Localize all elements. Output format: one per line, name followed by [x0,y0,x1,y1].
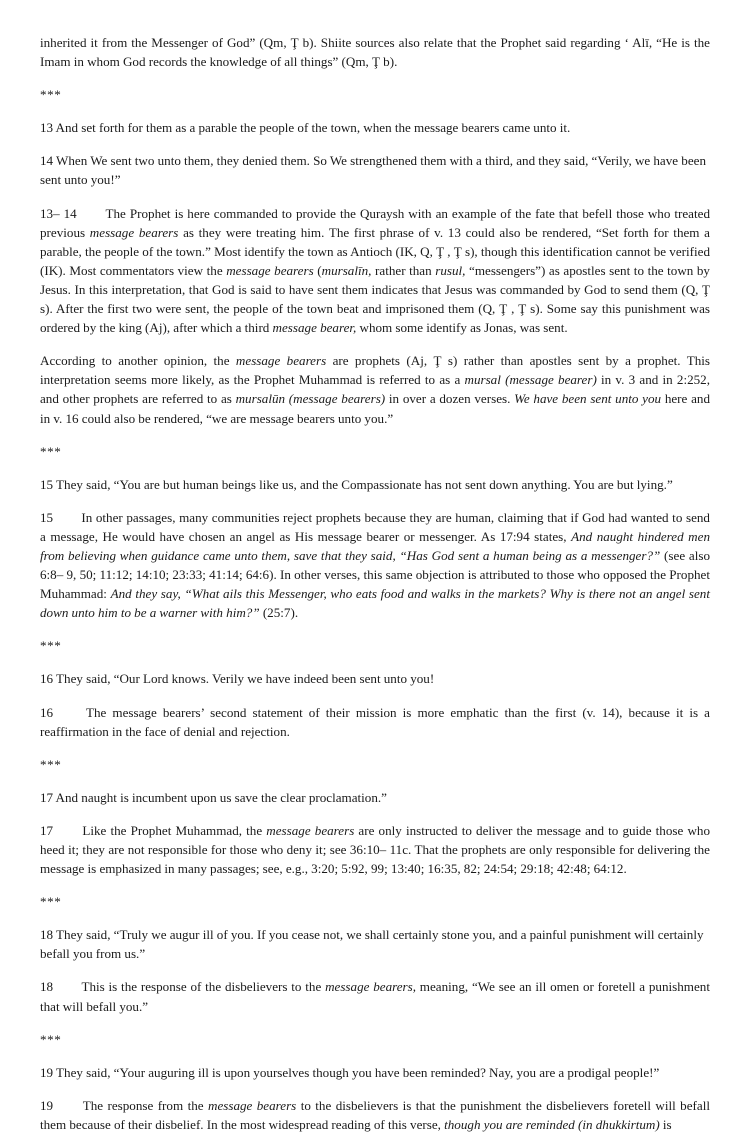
commentary-paragraph: 16 The message bearers’ second statement of their mission is more emphatic than the first (v. 14), because it is a reaffirmation in the face of denial and rejection. [40,704,710,739]
page-text-column [40,33,710,1134]
section-separator: *** [40,443,62,459]
section-separator: *** [40,638,62,654]
verse-paragraph: 13 And set forth for them as a parable the people of the town, when the message bearers came unto it. [40,120,571,136]
commentary-paragraph: 19 The response from the message bearers to the disbelievers is that the punishment the disbelievers foretell will befall them because of their disbelief. In the most widespread reading of this verse, though you are reminded (in dhukkirtum) is [40,1097,710,1132]
section-separator: *** [40,87,62,103]
verse-paragraph: 14 When We sent two unto them, they denied them. So We strengthened them with a third, and they said, “Verily, we have been sent unto you!” [40,153,706,188]
commentary-paragraph: 13– 14 The Prophet is here commanded to provide the Quraysh with an example of the fate that befell those who treated previous message bearers as they were treating him. The first phrase of v. 13 could also be rendered, “Set forth for them a parable, the people of the town.” Most identify the town as Antioch (IK, Q, Ţ , Ţ s), though this identification cannot be verified (IK). Most commentators view the message bearers (mursalīn, rather than rusul, “messengers”) as apostles sent to the town by Jesus. In this interpretation, that God is said to have sent them indicates that Jesus was commanded by God to send them (Q, Ţ s). After the first two were sent, the people of the town beat and imprisoned them (Q, Ţ , Ţ s). Some say this punishment was ordered by the king (Aj), after which a third message bearer, whom some identify as Jonas, was sent. [40,205,710,336]
section-separator: *** [40,756,62,772]
verse-paragraph: 18 They said, “Truly we augur ill of you. If you cease not, we shall certainly stone you, and a painful punishment will certainly befall you from us.” [40,927,704,962]
commentary-paragraph: According to another opinion, the message bearers are prophets (Aj, Ţ s) rather than apostles sent by a prophet. This interpretation seems more likely, as the Prophet Muhammad is referred to as a mursal (message bearer) in v. 3 and in 2:252, and other prophets are referred to as mursalūn (message bearers) in over a dozen verses. We have been sent unto you here and in v. 16 could also be rendered, “we are message bearers unto you.” [40,353,711,426]
commentary-paragraph: inherited it from the Messenger of God” (Qm, Ţ b). Shiite sources also relate that the Prophet said regarding ʻ Alī, “He is the Imam in whom God records the knowledge of all things” (Qm, Ţ b). [40,35,710,70]
commentary-paragraph: 17 Like the Prophet Muhammad, the message bearers are only instructed to deliver the message and to guide those who heed it; they are not responsible for those who deny it; see 36:10– 11c. That the prophets are only responsible for delivering the message is emphasized in many passages; see, e.g., 3:20; 5:92, 99; 13:40; 16:35, 82; 24:54; 29:18; 42:48; 64:12. [40,822,710,877]
section-separator: *** [40,894,62,910]
verse-paragraph: 19 They said, “Your auguring ill is upon yourselves though you have been reminded? Nay, you are a prodigal people!” [40,1064,660,1080]
verse-paragraph: 17 And naught is incumbent upon us save the clear proclamation.” [40,789,387,805]
verse-paragraph: 16 They said, “Our Lord knows. Verily we have indeed been sent unto you! [40,671,435,687]
verse-paragraph: 15 They said, “You are but human beings like us, and the Compassionate has not sent down anything. You are but lying.” [40,476,673,492]
commentary-paragraph: 15 In other passages, many communities reject prophets because they are human, claiming that if God had wanted to send a message, He would have chosen an angel as His message bearer or messenger. As 17:94 states, And naught hindered men from believing when guidance came unto them, save that they said, “Has God sent a human being as a messenger?” (see also 6:8– 9, 50; 11:12; 14:10; 23:33; 41:14; 64:6). In other verses, this same objection is attributed to those who opposed the Prophet Muhammad: And they say, “What ails this Messenger, who eats food and walks in the markets? Why is there not an angel sent down unto him to be a warner with him?” (25:7). [40,509,710,621]
commentary-paragraph: 18 This is the response of the disbelievers to the message bearers, meaning, “We see an ill omen or foretell a punishment that will befall you.” [40,979,710,1014]
section-separator: *** [40,1031,62,1047]
